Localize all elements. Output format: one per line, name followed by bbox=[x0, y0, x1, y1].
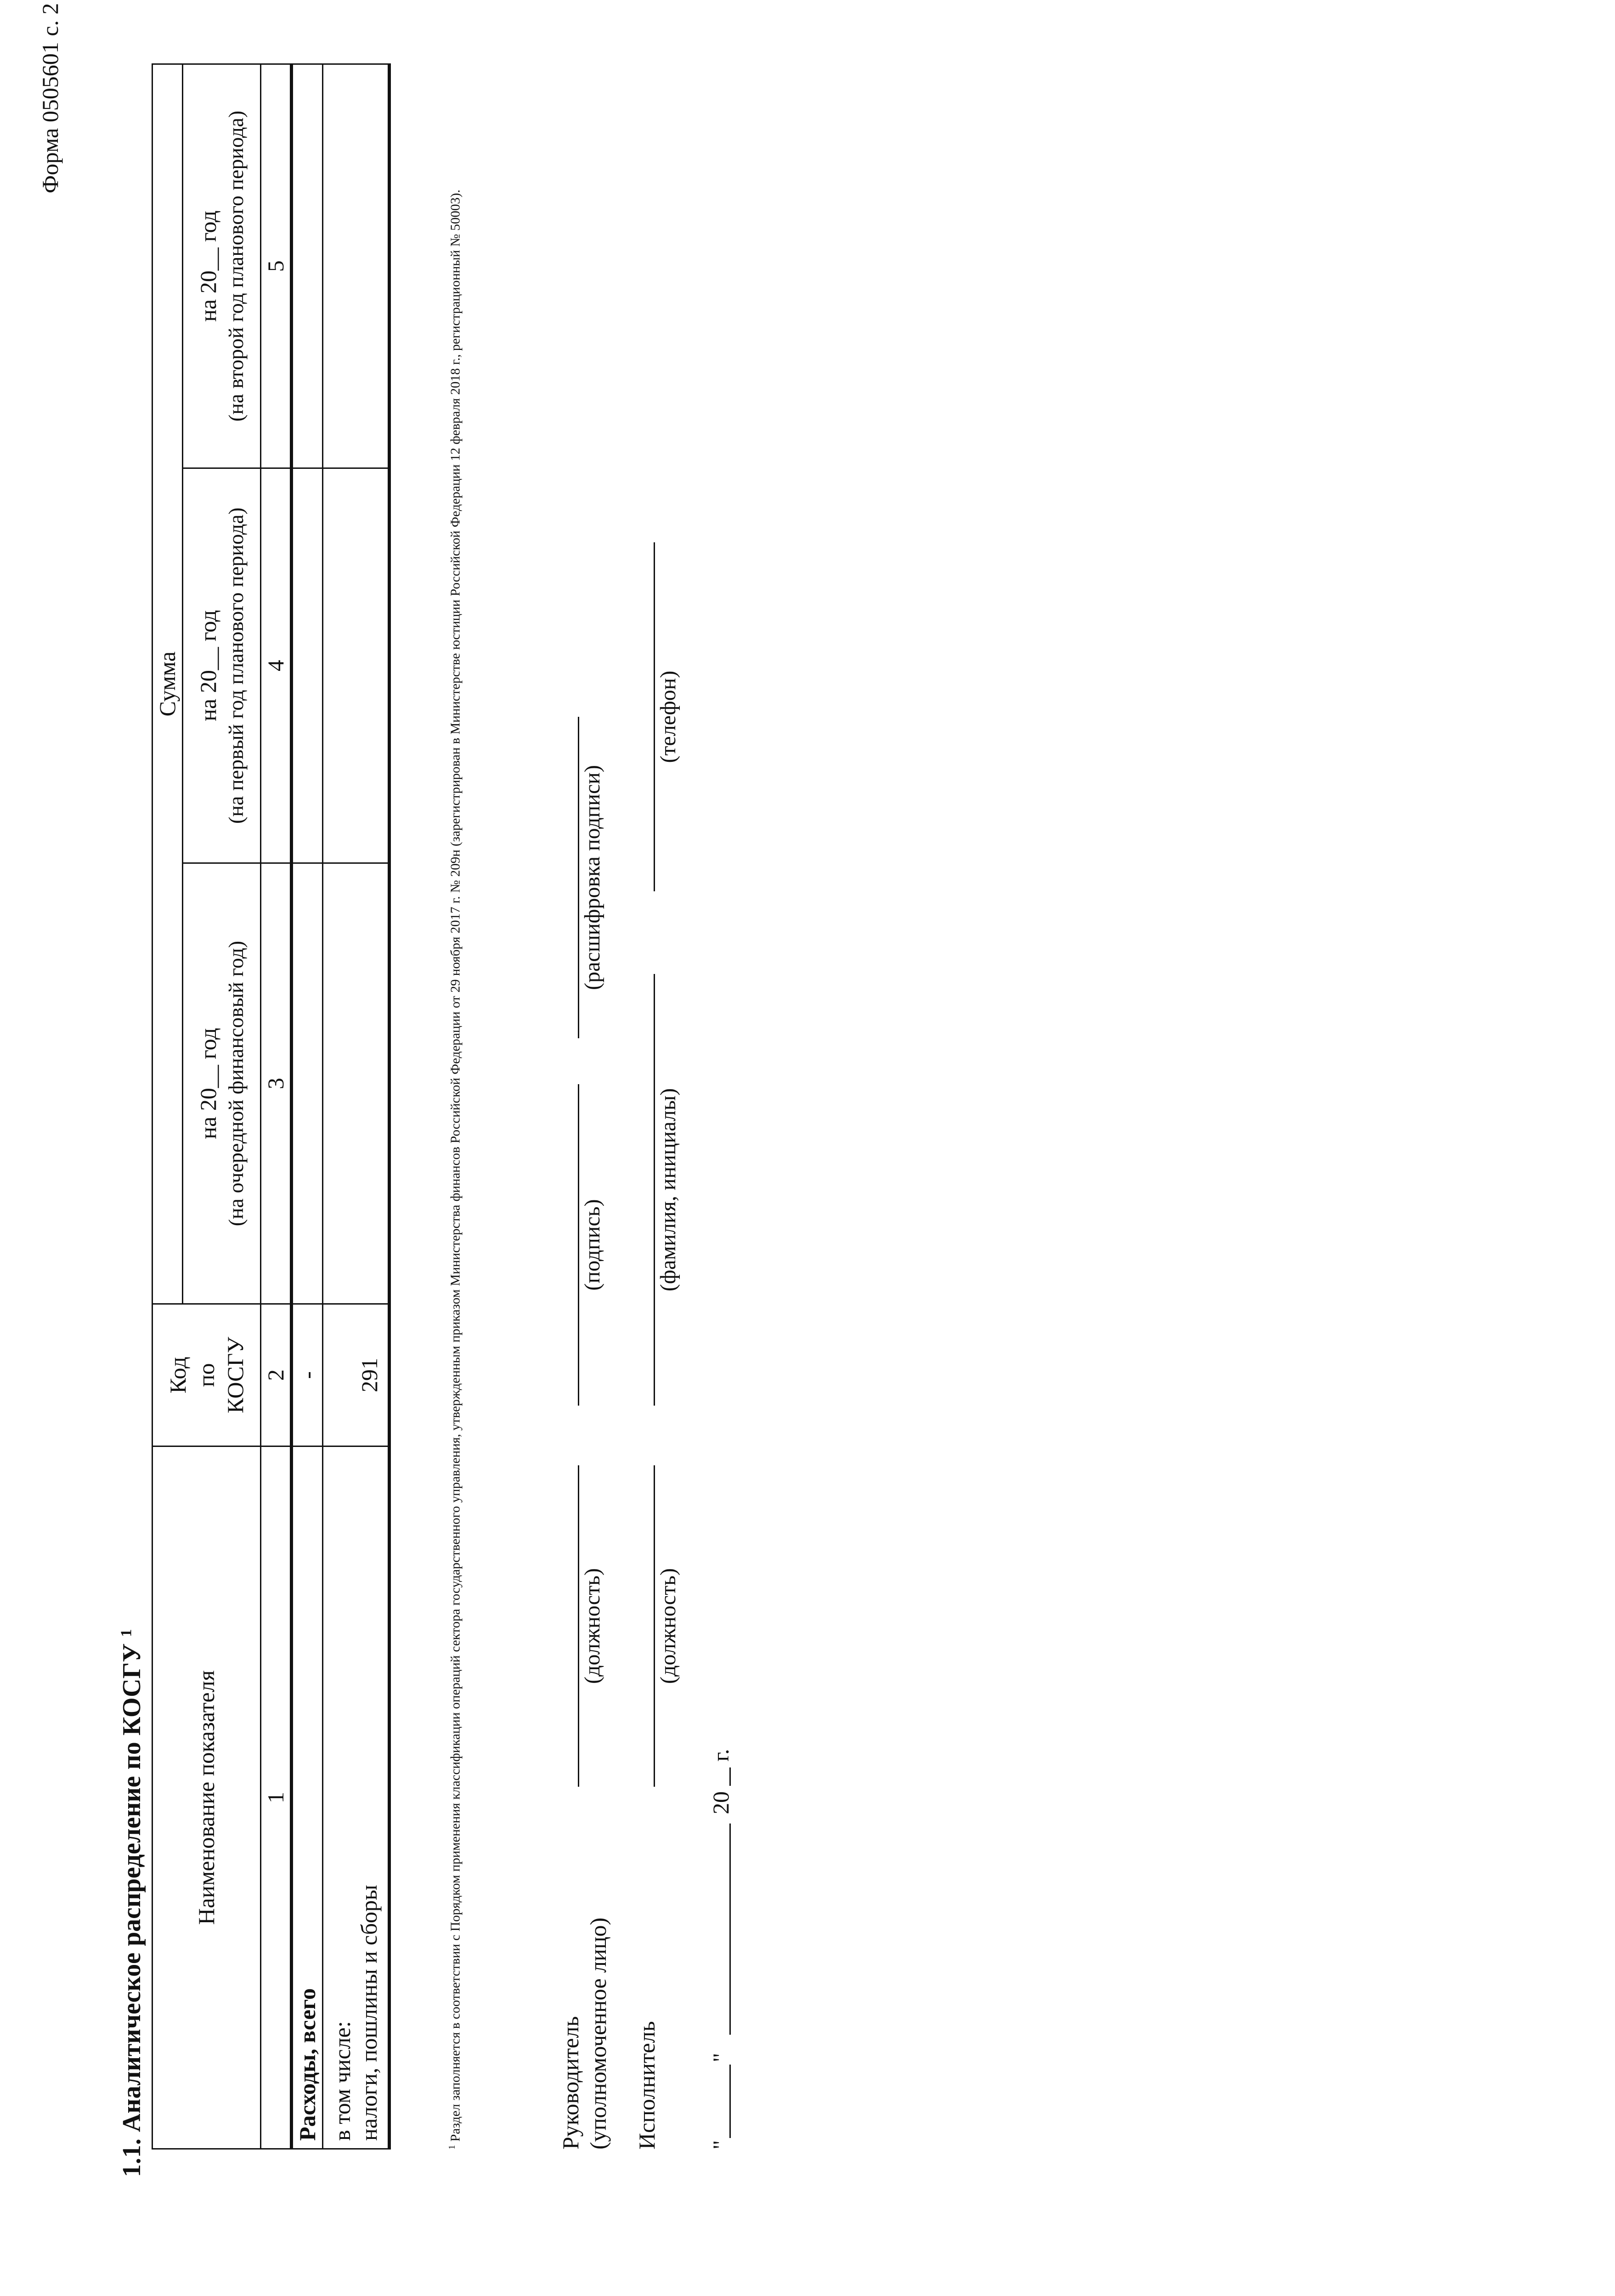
row-total-value-1[interactable] bbox=[292, 863, 323, 1304]
date-year-prefix: 20 bbox=[708, 1791, 734, 1814]
head-label bbox=[557, 1918, 612, 2150]
head-signature-caption: (подпись) bbox=[580, 1199, 604, 1291]
header-code bbox=[152, 1304, 261, 1446]
footnote-number: 1 bbox=[447, 2145, 457, 2150]
column-number-2: 2 bbox=[260, 1304, 292, 1446]
column-number-4: 4 bbox=[260, 468, 292, 863]
section-title-text: 1.1. Аналитическое распределение по КОСГУ bbox=[118, 1643, 146, 2177]
header-year-3-line-2: (на второй год планового периода) bbox=[224, 110, 248, 422]
date-quote-close: " bbox=[708, 2053, 734, 2062]
row-total-name: Расходы, всего bbox=[292, 1446, 323, 2149]
header-year-3-line-1: на 20__ год bbox=[195, 210, 221, 322]
column-number-3: 3 bbox=[260, 863, 292, 1304]
kosgu-table bbox=[152, 63, 391, 2150]
head-label-line-1: Руководитель bbox=[558, 2016, 583, 2150]
executor-name-line[interactable] bbox=[654, 974, 655, 1406]
footnote-text: Раздел заполняется в соответствии с Порядком применения классификации операций сектора государственного управления, утвержденным приказом Министерства финансов Российской Федерации от 29 ноября 2017 г. № 209н (зарегистрирован в Министерстве юстиции Российской Федерации 12 февраля 2018 г., регистрационный № 50003). bbox=[448, 189, 463, 2142]
header-year-2-line-1: на 20__ год bbox=[195, 610, 221, 721]
footnote-marker: 1 bbox=[118, 1629, 135, 1637]
header-code-line-3: КОСГУ bbox=[222, 1337, 248, 1413]
executor-phone-caption: (телефон) bbox=[656, 670, 680, 763]
row-taxes-prefix: в том числе: bbox=[329, 2021, 355, 2141]
header-year-2-line-2: (на первый год планового периода) bbox=[224, 507, 248, 824]
header-name: Наименование показателя bbox=[152, 1446, 261, 2149]
date-year-line[interactable] bbox=[729, 1767, 731, 1786]
head-decoding-caption: (расшифровка подписи) bbox=[580, 765, 604, 990]
date-day-line[interactable] bbox=[729, 2065, 731, 2138]
header-sum: Сумма bbox=[152, 64, 183, 1304]
row-total-value-3[interactable] bbox=[292, 64, 323, 468]
header-code-line-1: Код bbox=[164, 1356, 191, 1394]
table-row bbox=[322, 64, 389, 2149]
head-label-line-2: (уполномоченное лицо) bbox=[585, 1917, 611, 2150]
head-decoding-line[interactable] bbox=[578, 717, 579, 1038]
footnote bbox=[446, 37, 465, 2150]
header-year-1-line-1: на 20__ год bbox=[195, 1028, 221, 1139]
form-number: Форма 0505601 с. 2 bbox=[37, 3, 63, 193]
table-row bbox=[292, 64, 323, 2149]
executor-name-caption: (фамилия, инициалы) bbox=[656, 1088, 680, 1292]
section-title bbox=[117, 1629, 147, 2177]
row-taxes-value-3[interactable] bbox=[322, 64, 389, 468]
executor-label: Исполнитель bbox=[634, 2021, 660, 2150]
row-taxes-value-1[interactable] bbox=[322, 863, 389, 1304]
executor-phone-line[interactable] bbox=[654, 542, 655, 891]
header-year-3 bbox=[182, 64, 260, 468]
header-year-1 bbox=[182, 863, 260, 1304]
header-year-1-line-2: (на очередной финансовый год) bbox=[224, 940, 248, 1227]
header-year-2 bbox=[182, 468, 260, 863]
row-taxes-code: 291 bbox=[322, 1304, 389, 1446]
header-code-line-2: по bbox=[193, 1363, 219, 1387]
head-position-line[interactable] bbox=[578, 1465, 579, 1787]
head-position-caption: (должность) bbox=[580, 1568, 604, 1684]
row-taxes-name bbox=[322, 1446, 389, 2149]
row-total-code: - bbox=[292, 1304, 323, 1446]
column-number-1: 1 bbox=[260, 1446, 292, 2149]
head-signature-line[interactable] bbox=[578, 1084, 579, 1406]
date-year-suffix: г. bbox=[708, 1749, 734, 1761]
row-taxes-value-2[interactable] bbox=[322, 468, 389, 863]
row-taxes-label: налоги, пошлины и сборы bbox=[356, 1885, 382, 2141]
executor-position-line[interactable] bbox=[654, 1465, 655, 1787]
date-month-line[interactable] bbox=[729, 1823, 731, 2035]
executor-position-caption: (должность) bbox=[656, 1568, 680, 1684]
row-total-value-2[interactable] bbox=[292, 468, 323, 863]
column-number-5: 5 bbox=[260, 64, 292, 468]
date-quote-open: " bbox=[708, 2140, 734, 2150]
